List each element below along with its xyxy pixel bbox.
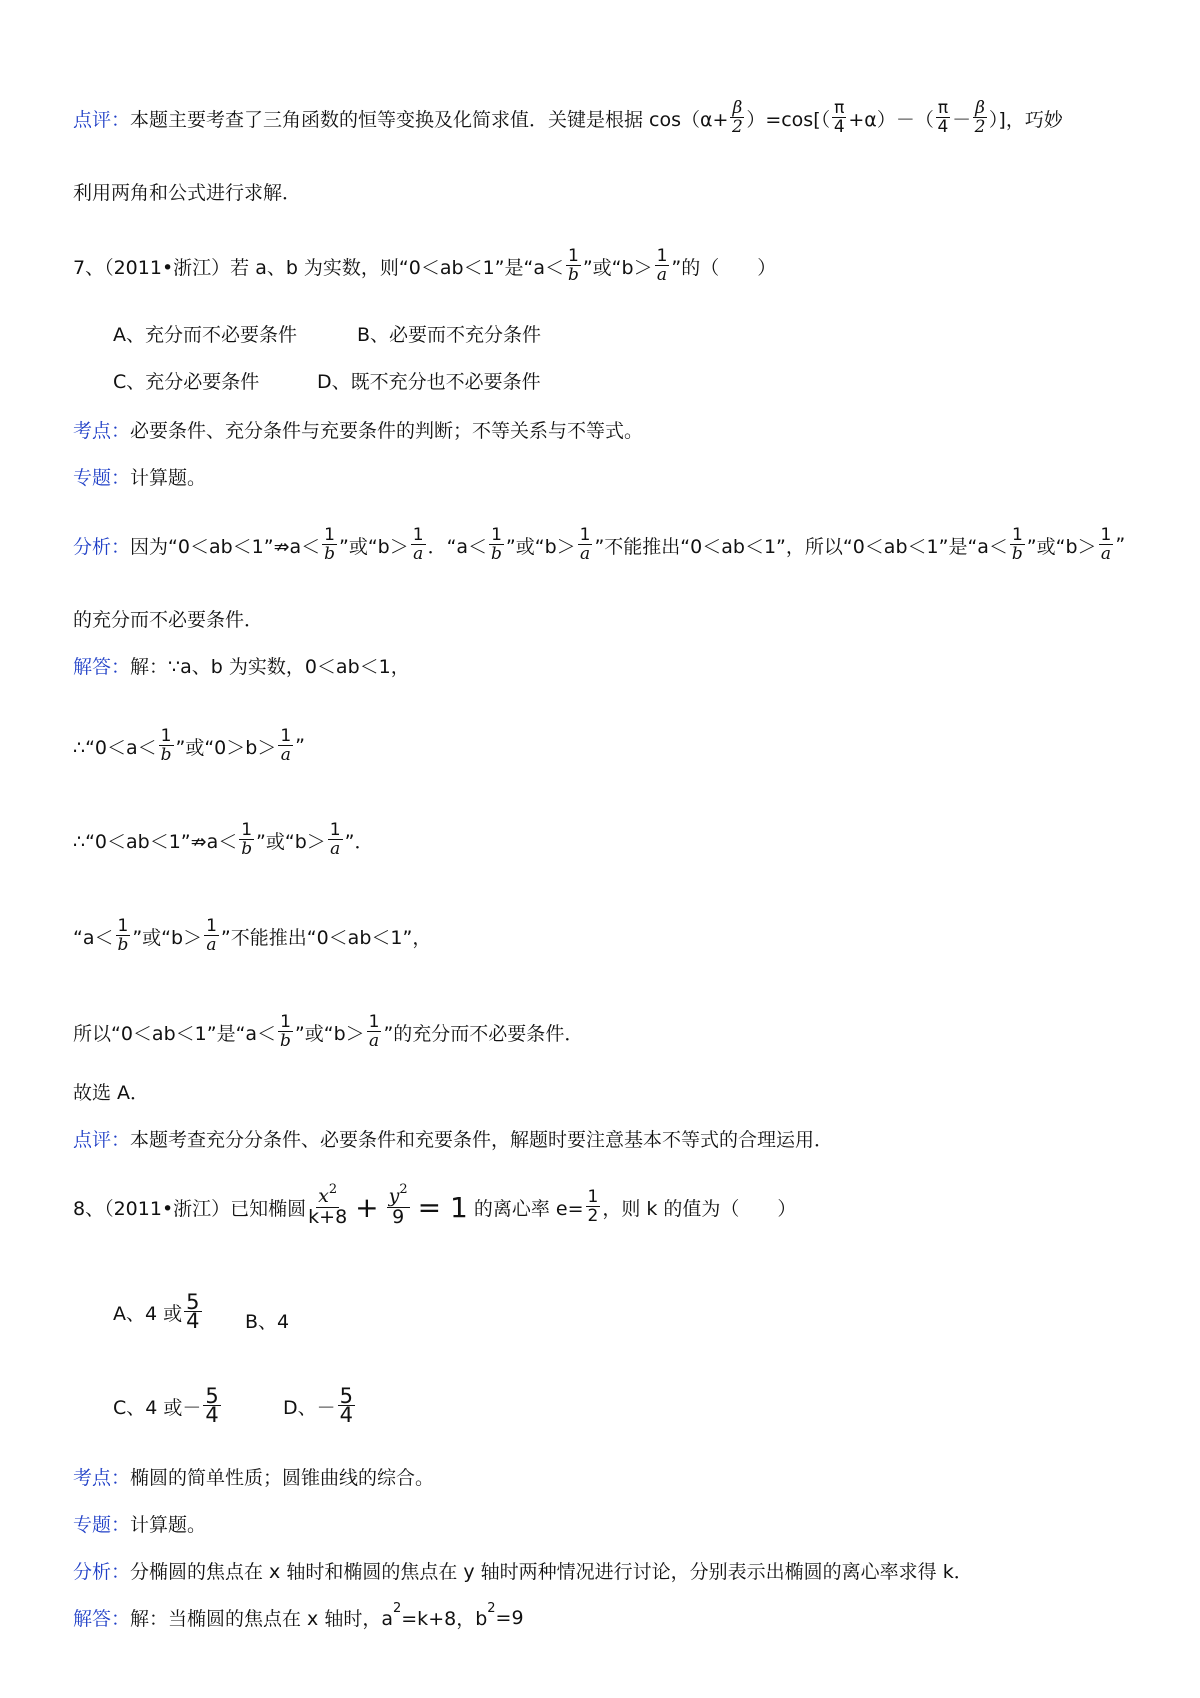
topic: 专题： 计算题。 — [73, 1514, 207, 1536]
comment-q7: 点评： 本题考查充分分条件、必要条件和充要条件，解题时要注意基本不等式的合理运用． — [73, 1129, 834, 1151]
option-d: D、－ $\frac{5}{4}$ — [283, 1384, 354, 1427]
text: ）=cos[（ — [746, 108, 831, 131]
comment-tag: 点评： — [73, 108, 131, 131]
fraction: $\frac{5}{4}$ — [186, 1290, 200, 1333]
fraction: $\frac{1}{b}$ — [491, 525, 502, 564]
option-c: C、4 或－ $\frac{5}{4}$ — [113, 1384, 219, 1427]
option-b: B、必要而不充分条件 — [357, 324, 542, 346]
option-a: A、4 或 $\frac{5}{4}$ — [113, 1290, 200, 1333]
fraction: $\frac{1}{b}$ — [1011, 525, 1023, 564]
option-c: C、充分必要条件 — [113, 371, 260, 393]
solution-step-2: ∴“0＜ab＜1”⇏a＜ $\frac{1}{b}$ ”或“b＞ $\frac{1}{a}$ ”． — [73, 820, 374, 859]
option-a: A、充分而不必要条件 — [113, 324, 297, 346]
fraction: $\frac{1}{a}$ — [206, 916, 217, 955]
fraction: $\frac{5}{4}$ — [339, 1384, 354, 1427]
analysis: 分析： 因为“0＜ab＜1”⇏a＜ $\frac{1}{b}$ ”或“b＞ $\frac{1}{a}$ ．“a＜ $\frac{1}{b}$ ”或“b＞ $\frac{1}{a}$ ”不能推出“0＜ab＜1”，所以“0＜ab＜1”是“a＜ $\frac{1}{b}$ ”或“b＞ $\frac{1}{a}$ ” — [73, 525, 1126, 564]
comment-line-1 — [73, 100, 1063, 136]
fraction: $\frac{1}{b}$ — [241, 820, 253, 859]
knowledge-point: 考点： 必要条件、充分条件与充要条件的判断；不等关系与不等式。 — [73, 420, 644, 442]
fraction: $\frac{\beta}{2}$ — [731, 98, 743, 137]
question-7: 7、（2011•浙江）若 a、b 为实数，则“0＜ab＜1”是“a＜ $\frac{1}{b}$ ”或“b＞ $\frac{1}{a}$ ”的（ ） — [73, 246, 777, 285]
fraction: $\frac{\beta}{2}$ — [974, 98, 986, 137]
analysis: 分析： 分椭圆的焦点在 x 轴时和椭圆的焦点在 y 轴时两种情况进行讨论，分别表示出椭圆的离心率求得 k． — [73, 1561, 973, 1583]
fraction: $\frac{x^2}{k+8}$ — [308, 1182, 348, 1228]
fraction: $\frac{1}{a}$ — [1100, 525, 1112, 564]
fraction: $\frac{y^2}{9}$ — [388, 1182, 408, 1228]
fraction: $\frac{\pi}{4}$ — [937, 98, 949, 137]
solution-step-1: ∴“0＜a＜ $\frac{1}{b}$ ”或“0＞b＞ $\frac{1}{a}$ ” — [73, 726, 306, 765]
question-8: 8、（2011•浙江）已知椭圆 $\frac{x^2}{k+8}$ + $\frac{y^2}{9}$ = 1 的离心率 e= $\frac{1}{2}$ ，则 k 的值为（ ） — [73, 1182, 797, 1228]
knowledge-point: 考点： 椭圆的简单性质；圆锥曲线的综合。 — [73, 1467, 435, 1489]
fraction: $\frac{1}{b}$ — [324, 525, 336, 564]
fraction: $\frac{1}{a}$ — [579, 525, 591, 564]
topic: 专题： 计算题。 — [73, 467, 207, 489]
text: ）]，巧妙 — [988, 108, 1063, 131]
text: +α）－（ — [848, 108, 934, 131]
fraction: $\frac{1}{a}$ — [412, 525, 424, 564]
analysis-cont: 的充分而不必要条件． — [73, 609, 264, 631]
fraction: $\frac{1}{a}$ — [280, 726, 292, 765]
fraction: $\frac{1}{a}$ — [368, 1012, 380, 1051]
comment-line-2: 利用两角和公式进行求解． — [73, 182, 302, 204]
fraction: $\frac{5}{4}$ — [205, 1384, 219, 1427]
fraction: $\frac{1}{2}$ — [587, 1187, 599, 1226]
text: － — [952, 108, 972, 131]
answer-choice: 故选 A． — [73, 1082, 150, 1104]
fraction: $\frac{\pi}{4}$ — [833, 98, 845, 137]
solution-step-4: 所以“0＜ab＜1”是“a＜ $\frac{1}{b}$ ”或“b＞ $\frac{1}{a}$ ”的充分而不必要条件． — [73, 1012, 584, 1051]
solution: 解答： 解：当椭圆的焦点在 x 轴时，a 2 =k+8，b 2 =9 — [73, 1601, 524, 1630]
fraction: $\frac{1}{a}$ — [329, 820, 341, 859]
fraction: $\frac{1}{b}$ — [117, 916, 129, 955]
fraction: $\frac{1}{b}$ — [280, 1012, 291, 1051]
text: 本题主要考查了三角函数的恒等变换及化简求值．关键是根据 cos（α+ — [130, 108, 729, 131]
option-b: B、4 — [245, 1311, 290, 1333]
fraction: $\frac{1}{b}$ — [160, 726, 172, 765]
solution-step-3: “a＜ $\frac{1}{b}$ ”或“b＞ $\frac{1}{a}$ ”不能推出“0＜ab＜1”， — [73, 916, 432, 955]
fraction: $\frac{1}{b}$ — [567, 246, 579, 285]
option-d: D、既不充分也不必要条件 — [317, 371, 541, 393]
solution: 解答： 解：∵a、b 为实数，0＜ab＜1， — [73, 656, 410, 678]
fraction: $\frac{1}{a}$ — [656, 246, 668, 285]
